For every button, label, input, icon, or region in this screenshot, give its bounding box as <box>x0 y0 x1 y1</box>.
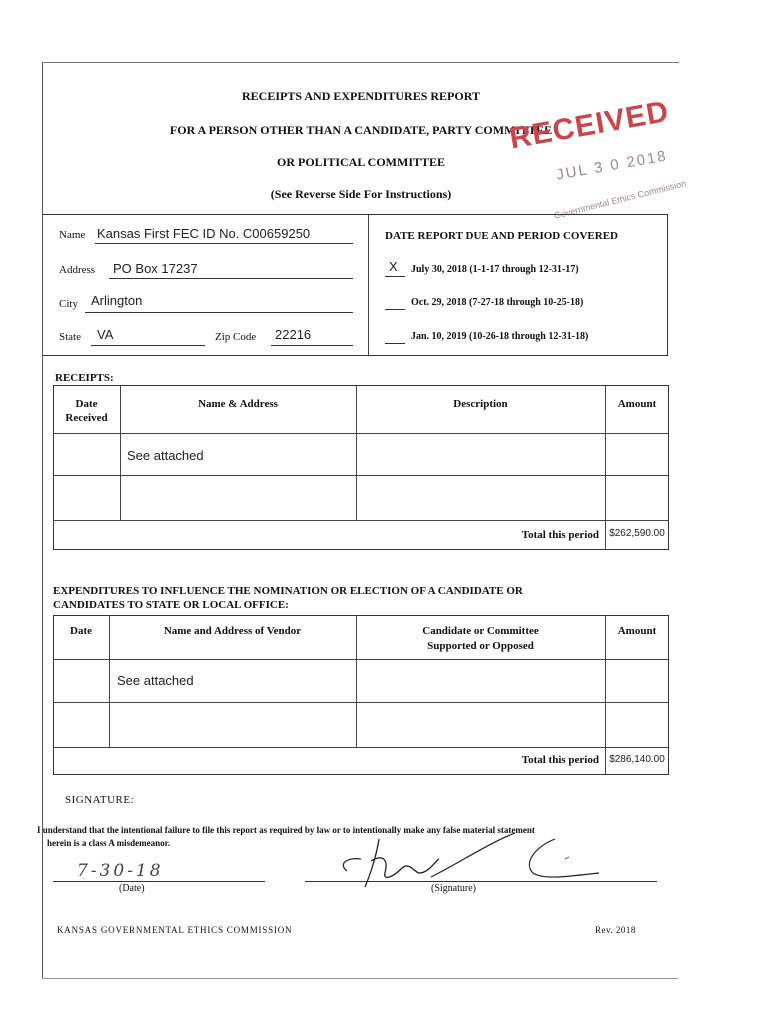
receipts-total-value: $262,590.00 <box>609 528 665 539</box>
signature-date-value: 7-30-18 <box>77 861 164 881</box>
received-stamp: RECEIVED <box>507 94 672 156</box>
filer-address: PO Box 17237 <box>113 261 198 276</box>
signature-label: (Signature) <box>431 883 476 894</box>
expenditures-table <box>53 615 669 775</box>
expenditures-col-candidate: Candidate or Committee <box>422 625 539 637</box>
expenditures-col-amount: Amount <box>617 625 657 637</box>
receipts-col-name: Name & Address <box>198 398 278 410</box>
signature-statement: I understand that the intentional failure to file this report as required by law or to intentionally make any false material statement <box>37 825 535 835</box>
address-label: Address <box>59 264 96 276</box>
filer-zip: 22216 <box>275 327 312 342</box>
receipts-title: RECEIPTS: <box>55 372 114 384</box>
form-title: RECEIPTS AND EXPENDITURES REPORT <box>242 89 480 103</box>
city-label: City <box>59 298 78 310</box>
receipts-col-amount: Amount <box>617 398 657 410</box>
form-subtitle: FOR A PERSON OTHER THAN A CANDIDATE, PARTY COMMITTEE <box>169 123 553 137</box>
expenditures-total-label: Total this period <box>521 754 599 766</box>
receipts-total-label: Total this period <box>521 529 599 541</box>
footer-agency: KANSAS GOVERNMENTAL ETHICS COMMISSION <box>57 925 293 935</box>
name-label: Name <box>59 229 86 241</box>
period-1-mark: X <box>389 259 398 274</box>
receipts-row-name: See attached <box>127 448 204 463</box>
date-label: (Date) <box>119 883 145 894</box>
report-form <box>37 62 687 979</box>
period-3-label: Jan. 10, 2019 (10-26-18 through 12-31-18) <box>411 331 589 342</box>
signature-image <box>319 833 649 893</box>
expenditures-col-candidate-2: Supported or Opposed <box>427 640 534 652</box>
receipts-col-date: Date <box>75 398 98 410</box>
filer-name: Kansas First FEC ID No. C00659250 <box>97 226 311 241</box>
stamp-agency: Governmental Ethics Commission <box>553 178 687 221</box>
expenditures-col-vendor: Name and Address of Vendor <box>163 625 302 637</box>
instructions-note: (See Reverse Side For Instructions) <box>270 187 452 201</box>
period-2-label: Oct. 29, 2018 (7-27-18 through 10-25-18) <box>411 297 584 308</box>
expenditures-title: EXPENDITURES TO INFLUENCE THE NOMINATION OR ELECTION OF A CANDIDATE OR <box>53 585 523 597</box>
expenditures-total-value: $286,140.00 <box>609 754 665 765</box>
receipts-col-date-2: Received <box>65 412 108 424</box>
filer-city: Arlington <box>91 293 143 308</box>
signature-title: SIGNATURE: <box>65 794 135 806</box>
expenditures-row-vendor: See attached <box>117 673 194 688</box>
zip-label: Zip Code <box>215 331 257 343</box>
receipts-col-description: Description <box>453 398 508 410</box>
signature-statement-2: herein is a class A misdemeanor. <box>47 838 171 848</box>
stamp-date: JUL 3 0 2018 <box>555 147 669 184</box>
filer-state: VA <box>97 327 114 342</box>
form-subtitle-2: OR POLITICAL COMMITTEE <box>276 155 446 169</box>
state-label: State <box>59 331 81 343</box>
expenditures-title-2: CANDIDATES TO STATE OR LOCAL OFFICE: <box>53 599 289 611</box>
period-title: DATE REPORT DUE AND PERIOD COVERED <box>385 230 618 242</box>
footer-revision: Rev. 2018 <box>595 925 636 935</box>
expenditures-col-date: Date <box>70 625 92 637</box>
period-1-label: July 30, 2018 (1-1-17 through 12-31-17) <box>411 264 579 275</box>
